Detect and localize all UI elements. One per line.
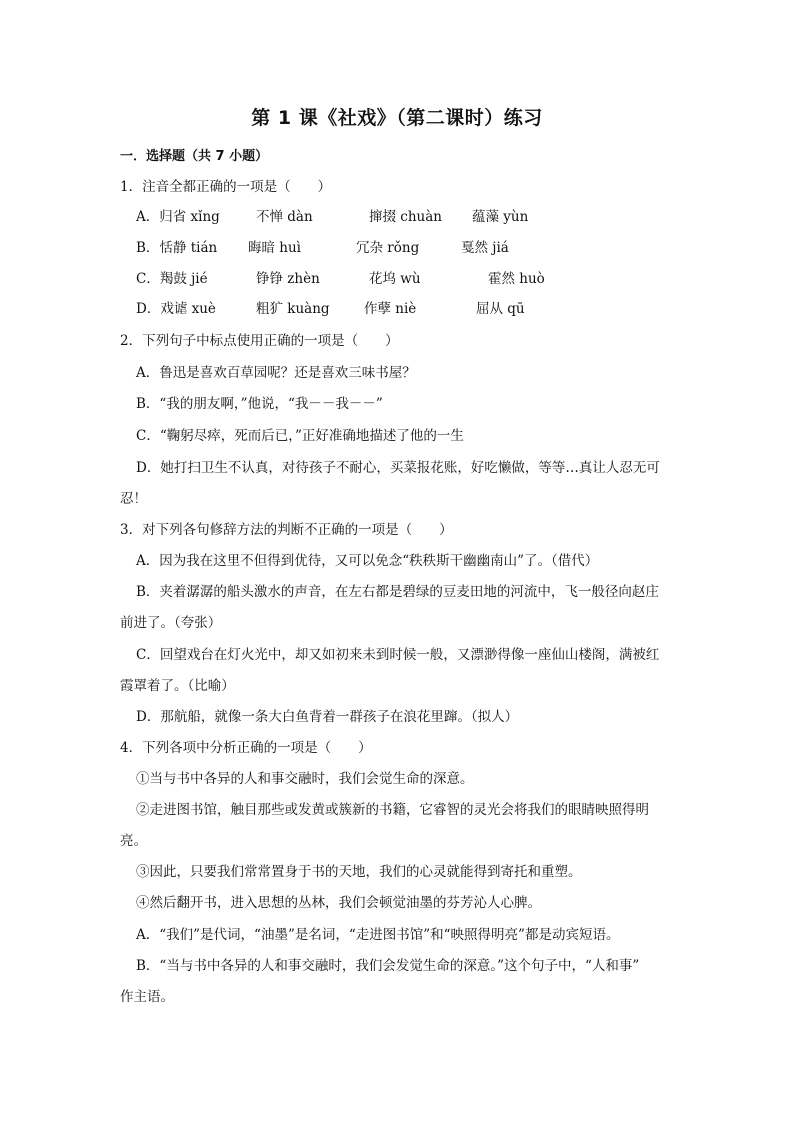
question-1-stem: 1．注音全都正确的一项是（ ） — [120, 179, 332, 195]
question-1-option-a[interactable] — [136, 208, 696, 226]
question-2-option-b[interactable]: B．“我的朋友啊，”他说，“我－－我－－” — [136, 396, 383, 412]
question-3-option-c-continued: 霞罩着了。（比喻） — [120, 678, 235, 694]
question-3-option-b-continued: 前进了。（夸张） — [120, 615, 222, 631]
question-1-option-d[interactable] — [136, 300, 696, 318]
question-2-option-d[interactable]: D．她打扫卫生不认真，对待孩子不耐心，买菜报花账，好吃懒做，等等…真让人忍无可 — [136, 460, 660, 476]
option-c-word-4: 霍然 huò — [488, 271, 545, 287]
option-a-word-4: 蕴藻 yùn — [472, 209, 529, 225]
option-c-word-1: C．羯鼓 jié — [136, 271, 208, 287]
question-4-option-b-continued: 作主语。 — [120, 989, 174, 1005]
option-d-word-3: 作孽 niè — [364, 301, 417, 317]
question-1-option-c[interactable] — [136, 270, 696, 288]
section-heading: 一．选择题（共 7 小题） — [120, 149, 269, 164]
option-b-word-3: 冗杂 rǒng — [356, 240, 420, 256]
question-2-stem: 2．下列句子中标点使用正确的一项是（ ） — [120, 333, 399, 349]
question-3-option-c[interactable]: C．回望戏台在灯火光中，却又如初来未到时候一般，又漂渺得像一座仙山楼阁，满被红 — [136, 647, 660, 663]
option-a-word-2: 不惮 dàn — [256, 209, 313, 225]
question-4-sentence-4: ④然后翻开书，进入思想的丛林，我们会顿觉油墨的芬芳沁人心脾。 — [136, 895, 541, 911]
option-c-word-3: 花坞 wù — [369, 271, 421, 287]
option-c-word-2: 铮铮 zhèn — [256, 271, 320, 287]
option-b-word-4: 戛然 jiá — [461, 240, 509, 256]
question-4-sentence-2: ②走进图书馆，触目那些或发黄或簇新的书籍，它睿智的灵光会将我们的眼睛映照得明 — [136, 802, 649, 818]
question-4-option-a[interactable]: A．“我们”是代词，“油墨”是名词，“走进图书馆”和“映照得明亮”都是动宾短语。 — [136, 927, 620, 943]
option-b-word-1: B．恬静 tián — [136, 240, 218, 256]
question-4-sentence-2-continued: 亮。 — [120, 833, 147, 849]
question-4-option-b[interactable]: B．“当与书中各异的人和事交融时，我们会发觉生命的深意。”这个句子中，“人和事” — [136, 958, 640, 974]
question-3-option-a[interactable]: A．因为我在这里不但得到优待，又可以免念“秩秩斯干幽幽南山”了。（借代） — [136, 553, 599, 569]
question-2-option-d-continued: 忍！ — [120, 491, 147, 507]
option-a-word-1: A．归省 xǐng — [136, 209, 220, 225]
question-4-stem: 4．下列各项中分析正确的一项是（ ） — [120, 740, 372, 756]
question-1-option-b[interactable] — [136, 239, 696, 257]
option-b-word-2: 晦暗 huì — [248, 240, 301, 256]
option-d-word-2: 粗犷 kuàng — [256, 301, 330, 317]
option-d-word-4: 屈从 qū — [476, 301, 525, 317]
question-3-option-b[interactable]: B．夹着潺潺的船头激水的声音，在左右都是碧绿的豆麦田地的河流中，飞一般径向赵庄 — [136, 584, 659, 600]
question-2-option-c[interactable]: C．“鞠躬尽瘁，死而后已，”正好准确地描述了他的一生 — [136, 428, 464, 444]
question-3-option-d[interactable]: D．那航船，就像一条大白鱼背着一群孩子在浪花里蹿。（拟人） — [136, 709, 519, 725]
question-2-option-a[interactable]: A．鲁迅是喜欢百草园呢？还是喜欢三味书屋？ — [136, 365, 416, 381]
question-3-stem: 3．对下列各句修辞方法的判断不正确的一项是（ ） — [120, 522, 453, 538]
page-title: 第 1 课《社戏》（第二课时）练习 — [251, 107, 543, 129]
option-a-word-3: 撺掇 chuàn — [369, 209, 442, 225]
question-4-sentence-1: ①当与书中各异的人和事交融时，我们会觉生命的深意。 — [136, 771, 474, 787]
option-d-word-1: D．戏谑 xuè — [136, 301, 216, 317]
question-4-sentence-3: ③因此，只要我们常常置身于书的天地，我们的心灵就能得到寄托和重塑。 — [136, 864, 582, 880]
